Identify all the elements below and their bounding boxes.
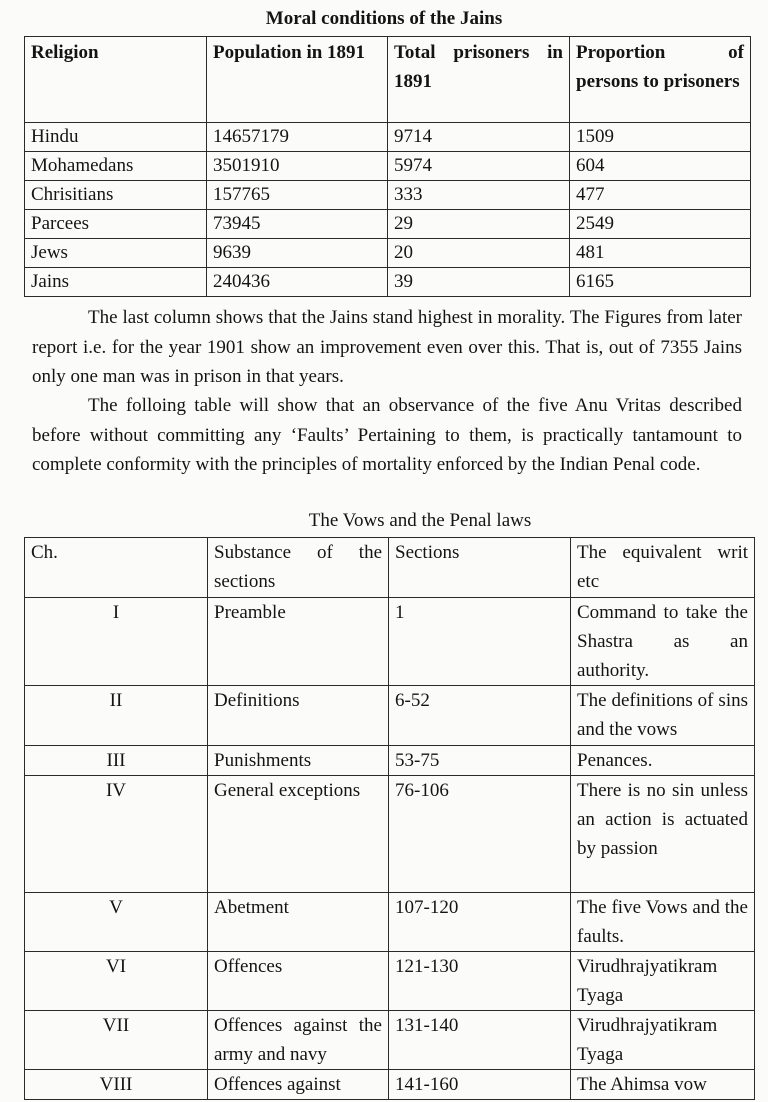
substance-cell: Offences against	[208, 1070, 389, 1100]
prisoners-cell: 5974	[388, 152, 570, 181]
sections-cell: 53-75	[389, 746, 571, 776]
chapter-cell: VIII	[25, 1070, 208, 1100]
proportion-cell: 604	[570, 152, 751, 181]
table2-title: The Vows and the Penal laws	[308, 510, 532, 531]
header-ch: Ch.	[25, 538, 208, 598]
religion-cell: Jains	[25, 268, 207, 297]
prisoners-cell: 333	[388, 181, 570, 210]
substance-cell: Offences	[208, 952, 389, 1011]
chapter-cell: III	[25, 746, 208, 776]
chapter-cell: VII	[25, 1011, 208, 1070]
table-row	[25, 598, 755, 686]
substance-cell: Preamble	[208, 598, 389, 686]
vows-penal-laws-table	[24, 537, 755, 1100]
population-cell: 73945	[207, 210, 388, 239]
religion-cell: Jews	[25, 239, 207, 268]
table-row	[25, 181, 751, 210]
moral-conditions-table	[24, 36, 751, 297]
population-cell: 240436	[207, 268, 388, 297]
table-row	[25, 123, 751, 152]
population-cell: 14657179	[207, 123, 388, 152]
table-row	[25, 239, 751, 268]
table-row	[25, 746, 755, 776]
proportion-cell: 6165	[570, 268, 751, 297]
equivalent-cell: The Ahimsa vow	[571, 1070, 755, 1100]
chapter-cell: II	[25, 686, 208, 746]
substance-cell: Punishments	[208, 746, 389, 776]
table1-title: Moral conditions of the Jains	[265, 8, 503, 29]
header-proportion: Proportion of persons to prisoners	[570, 37, 751, 123]
header-religion: Religion	[25, 37, 207, 123]
chapter-cell: VI	[25, 952, 208, 1011]
header-sections: Sections	[389, 538, 571, 598]
paragraph-anu-vritas	[32, 391, 742, 480]
religion-cell: Chrisitians	[25, 181, 207, 210]
paragraph-jains-morality	[32, 303, 742, 392]
header-substance: Substance of the sections	[208, 538, 389, 598]
header-population: Population in 1891	[207, 37, 388, 123]
prisoners-cell: 9714	[388, 123, 570, 152]
table-row	[25, 686, 755, 746]
prisoners-cell: 20	[388, 239, 570, 268]
paragraph-text: The last column shows that the Jains stand highest in morality. The Figures from later report i.e. for the year 1901 show an improvement even over this. That is, out of 7355 Jains only one man was in prison in that years.	[32, 307, 742, 387]
religion-cell: Parcees	[25, 210, 207, 239]
table-row	[25, 893, 755, 952]
sections-cell: 1	[389, 598, 571, 686]
table-row	[25, 952, 755, 1011]
proportion-cell: 2549	[570, 210, 751, 239]
sections-cell: 121-130	[389, 952, 571, 1011]
equivalent-cell: There is no sin unless an action is actuated by passion	[571, 776, 755, 893]
equivalent-cell: Virudhrajyatikram Tyaga	[571, 952, 755, 1011]
table-row	[25, 776, 755, 893]
equivalent-cell: The definitions of sins and the vows	[571, 686, 755, 746]
population-cell: 9639	[207, 239, 388, 268]
table-row	[25, 1070, 755, 1100]
equivalent-cell: Command to take the Shastra as an authority.	[571, 598, 755, 686]
equivalent-cell: Virudhrajyatikram Tyaga	[571, 1011, 755, 1070]
table-row	[25, 152, 751, 181]
paragraph-text: The folloing table will show that an observance of the five Anu Vritas described before without committing any ‘Faults’ Pertaining to them, is practically tantamount to complete conformity with the principles of mortality enforced by the Indian Penal code.	[32, 395, 742, 475]
prisoners-cell: 39	[388, 268, 570, 297]
equivalent-cell: Penances.	[571, 746, 755, 776]
table-row	[25, 210, 751, 239]
substance-cell: Abetment	[208, 893, 389, 952]
header-total-prisoners: Total prisoners in 1891	[388, 37, 570, 123]
table2-header-row	[25, 538, 755, 598]
header-equivalent: The equivalent writ etc	[571, 538, 755, 598]
religion-cell: Hindu	[25, 123, 207, 152]
table-row	[25, 268, 751, 297]
sections-cell: 141-160	[389, 1070, 571, 1100]
chapter-cell: I	[25, 598, 208, 686]
population-cell: 3501910	[207, 152, 388, 181]
sections-cell: 107-120	[389, 893, 571, 952]
chapter-cell: IV	[25, 776, 208, 893]
prisoners-cell: 29	[388, 210, 570, 239]
proportion-cell: 481	[570, 239, 751, 268]
substance-cell: General exceptions	[208, 776, 389, 893]
proportion-cell: 1509	[570, 123, 751, 152]
substance-cell: Offences against the army and navy	[208, 1011, 389, 1070]
table1-header-row	[25, 37, 751, 123]
equivalent-cell: The five Vows and the faults.	[571, 893, 755, 952]
chapter-cell: V	[25, 893, 208, 952]
sections-cell: 76-106	[389, 776, 571, 893]
sections-cell: 131-140	[389, 1011, 571, 1070]
population-cell: 157765	[207, 181, 388, 210]
religion-cell: Mohamedans	[25, 152, 207, 181]
substance-cell: Definitions	[208, 686, 389, 746]
sections-cell: 6-52	[389, 686, 571, 746]
table-row	[25, 1011, 755, 1070]
proportion-cell: 477	[570, 181, 751, 210]
